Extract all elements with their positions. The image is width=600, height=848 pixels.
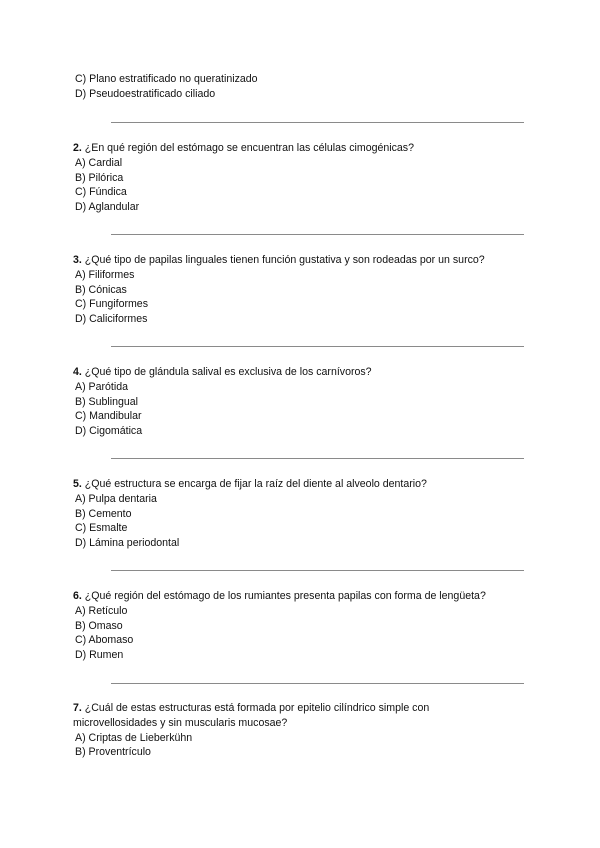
option-b: B) Sublingual: [75, 395, 139, 408]
option-a: A) Pulpa dentaria: [75, 492, 157, 505]
separator-line: [111, 234, 524, 235]
option-c: C) Fúndica: [75, 186, 127, 199]
option-a: A) Filiformes: [75, 268, 135, 281]
option-d: D) Cigomática: [75, 425, 143, 438]
question-text: ¿Cuál de estas estructuras está formada por epitelio cilíndrico simple con microvellosidades y sin muscularis mucosae?: [73, 702, 430, 729]
question-number: 3.: [73, 254, 82, 266]
option-c: C) Fungiformes: [75, 298, 148, 311]
option-c: C) Esmalte: [75, 522, 128, 535]
option-c: C) Plano estratificado no queratinizado: [75, 73, 258, 85]
option-a: A) Criptas de Lieberkühn: [75, 731, 193, 744]
option-b: B) Cemento: [75, 507, 132, 520]
question-title: [73, 701, 473, 731]
question-text: ¿Qué tipo de glándula salival es exclusiva de los carnívoros?: [84, 366, 372, 378]
separator-line: [111, 122, 524, 123]
option-b: B) Proventrículo: [75, 746, 151, 759]
separator-line: [111, 458, 524, 459]
separator-line: [111, 570, 524, 571]
question-6: [73, 589, 533, 663]
separator-line: [111, 683, 524, 684]
question-title: [73, 253, 533, 268]
question-number: 2.: [73, 142, 82, 154]
option-b: B) Cónicas: [75, 283, 127, 296]
option-c: C) Abomaso: [75, 634, 134, 647]
question-4: [73, 365, 533, 439]
question-text: ¿Qué estructura se encarga de fijar la raíz del diente al alveolo dentario?: [84, 478, 427, 490]
option-d: D) Lámina periodontal: [75, 537, 180, 550]
question-number: 7.: [73, 702, 82, 714]
question-1-continued: [73, 72, 533, 102]
option-d: D) Aglandular: [75, 201, 140, 214]
option-a: A) Retículo: [75, 604, 128, 617]
question-3: [73, 253, 533, 327]
question-text: ¿Qué tipo de papilas linguales tienen función gustativa y son rodeadas por un surco?: [84, 254, 485, 266]
question-number: 5.: [73, 478, 82, 490]
question-5: [73, 477, 533, 551]
question-2: [73, 141, 533, 215]
option-d: D) Rumen: [75, 649, 124, 662]
question-number: 6.: [73, 590, 82, 602]
option-a: A) Cardial: [75, 156, 123, 169]
question-title: [73, 477, 533, 492]
option-d: D) Pseudoestratificado ciliado: [75, 87, 216, 100]
option-d: D) Caliciformes: [75, 313, 148, 326]
question-text: ¿En qué región del estómago se encuentran las células cimogénicas?: [84, 142, 414, 154]
option-b: B) Omaso: [75, 619, 123, 632]
question-number: 4.: [73, 366, 82, 378]
option-c: C) Mandibular: [75, 410, 142, 423]
separator-line: [111, 346, 524, 347]
question-title: [73, 365, 533, 380]
option-a: A) Parótida: [75, 380, 128, 393]
question-7: [73, 701, 473, 760]
question-title: [73, 589, 533, 604]
option-b: B) Pilórica: [75, 171, 124, 184]
question-title: [73, 141, 533, 156]
question-text: ¿Qué región del estómago de los rumiantes presenta papilas con forma de lengüeta?: [84, 590, 486, 602]
